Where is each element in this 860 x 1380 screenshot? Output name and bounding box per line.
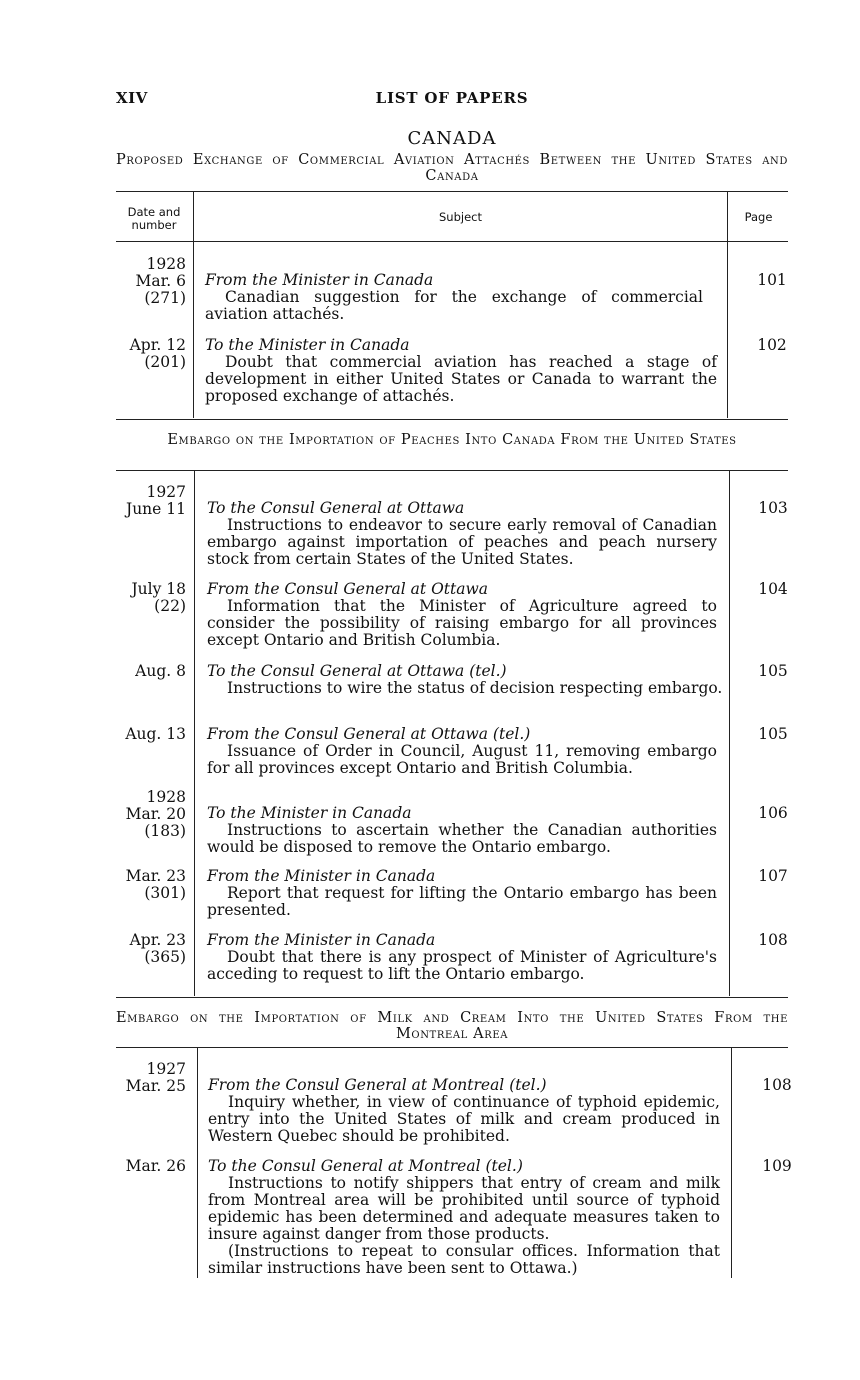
- entry-heading: [208, 1158, 720, 1175]
- column-divider: [727, 192, 728, 418]
- entry-subject: [207, 932, 717, 983]
- entry-heading: To the Consul General at Ottawa: [207, 499, 465, 517]
- entry-heading: From the Minister in Canada: [205, 271, 434, 289]
- entry-subject: [208, 1158, 720, 1277]
- entry-page: 105: [758, 662, 788, 680]
- column-divider: [197, 1048, 198, 1278]
- entry-body-note: (Instructions to repeat to consular offices. Information that similar instructions have been sent to Ottawa.): [208, 1242, 720, 1277]
- entry-heading-text: From the Consul General at Montreal: [208, 1076, 505, 1094]
- entry-date: Apr. 12 (201): [129, 336, 186, 371]
- entry-page: 105: [758, 725, 788, 743]
- column-divider: [731, 1048, 732, 1278]
- entry-body: Information that the Minister of Agriculture agreed to consider the possibility of raising embargo for all provinces except Ontario and British Columbia.: [207, 597, 717, 649]
- entry-heading: [208, 1077, 720, 1094]
- entry-body: Canadian suggestion for the exchange of commercial aviation attachés.: [205, 288, 703, 323]
- entry-page: 108: [762, 1076, 792, 1094]
- table-rule: [116, 470, 788, 471]
- running-header: [116, 89, 788, 109]
- entry-body: Instructions to notify shippers that entry of cream and milk from Montreal area will be prohibited until source of typhoid epidemic has been determined and adequate measures taken to insure against danger from those products.: [208, 1174, 720, 1243]
- column-header-subject: Subject: [439, 210, 482, 224]
- entry-heading-text: To the Consul General at Ottawa: [207, 662, 465, 680]
- entry-heading: [207, 726, 717, 743]
- entry-heading: [207, 663, 727, 680]
- entry-subject: [205, 337, 717, 405]
- table-rule: [116, 1047, 788, 1048]
- section-title: Proposed Exchange of Commercial Aviation Attachés Between the United States and Canada: [116, 152, 788, 184]
- entry-date: Aug. 8: [135, 662, 186, 680]
- entry-page: 106: [758, 804, 788, 822]
- entry-page: 109: [762, 1157, 792, 1175]
- table-rule: [116, 419, 788, 420]
- entry-heading: To the Minister in Canada: [205, 336, 410, 354]
- entry-date: July 18 (22): [131, 580, 186, 615]
- entry-note: (tel.): [492, 725, 531, 743]
- entry-subject: [207, 663, 727, 697]
- entry-heading-text: From the Consul General at Ottawa: [207, 725, 488, 743]
- entry-date: Apr. 23 (365): [129, 931, 186, 966]
- entry-page: 108: [758, 931, 788, 949]
- entry-heading: From the Minister in Canada: [207, 931, 436, 949]
- entry-body: Report that request for lifting the Ontario embargo has been presented.: [207, 884, 717, 919]
- table-rule: [116, 997, 788, 998]
- table-rule: [116, 241, 788, 242]
- entry-heading-text: To the Consul General at Montreal: [208, 1157, 481, 1175]
- entry-date: 1928 Mar. 20 (183): [125, 788, 186, 840]
- entry-date: 1927 Mar. 25: [125, 1060, 186, 1095]
- page-number: XIV: [116, 89, 148, 107]
- entry-page: 103: [758, 499, 788, 517]
- header-title: LIST OF PAPERS: [375, 89, 529, 107]
- table-rule: [116, 191, 788, 192]
- column-divider: [193, 192, 194, 418]
- entry-subject: [207, 581, 717, 649]
- entry-body: Issuance of Order in Council, August 11, removing embargo for all provinces except Ontario and British Columbia.: [207, 742, 717, 777]
- section-title: Embargo on the Importation of Milk and Cream Into the United States From the Montreal Area: [116, 1010, 788, 1042]
- entry-subject: [207, 868, 717, 919]
- entry-subject: [207, 726, 717, 777]
- entry-subject: [205, 272, 703, 323]
- entry-date: 1927 June 11: [125, 483, 186, 518]
- entry-date: Mar. 23 (301): [125, 867, 186, 902]
- entry-note: (tel.): [485, 1157, 523, 1175]
- column-divider: [194, 471, 195, 996]
- entry-page: 104: [758, 580, 788, 598]
- column-header-date: Date and number: [127, 205, 181, 232]
- country-heading: CANADA: [407, 128, 497, 149]
- entry-note: (tel.): [509, 1076, 547, 1094]
- entry-body: Instructions to endeavor to secure early removal of Canadian embargo against importation of peaches and peach nursery stock from certain States of the United States.: [207, 516, 717, 568]
- entry-body: Inquiry whether, in view of continuance of typhoid epidemic, entry into the United States of milk and cream produced in Western Quebec should be prohibited.: [208, 1093, 720, 1145]
- entry-page: 107: [758, 867, 788, 885]
- entry-subject: [208, 1077, 720, 1145]
- entry-page: 101: [757, 271, 787, 289]
- entry-body: Instructions to wire the status of decision respecting embargo.: [227, 679, 723, 697]
- entry-date: Mar. 26: [125, 1157, 186, 1175]
- entry-body: Instructions to ascertain whether the Canadian authorities would be disposed to remove the Ontario embargo.: [207, 821, 717, 856]
- entry-page: 102: [757, 336, 787, 354]
- column-header-page: Page: [744, 210, 773, 224]
- entry-body: Doubt that commercial aviation has reached a stage of development in either United States or Canada to warrant the proposed exchange of attachés.: [205, 353, 717, 405]
- entry-subject: [207, 500, 717, 568]
- entry-date: 1928 Mar. 6 (271): [135, 255, 186, 307]
- column-divider: [729, 471, 730, 996]
- entry-heading: From the Minister in Canada: [207, 867, 436, 885]
- entry-subject: [207, 805, 717, 856]
- entry-heading: From the Consul General at Ottawa: [207, 580, 488, 598]
- entry-body: Doubt that there is any prospect of Minister of Agriculture's acceding to request to lift the Ontario embargo.: [207, 948, 717, 983]
- entry-heading: To the Minister in Canada: [207, 804, 412, 822]
- entry-note: (tel.): [469, 662, 507, 680]
- section-title: Embargo on the Importation of Peaches Into Canada From the United States: [167, 432, 737, 448]
- entry-date: Aug. 13: [125, 725, 186, 743]
